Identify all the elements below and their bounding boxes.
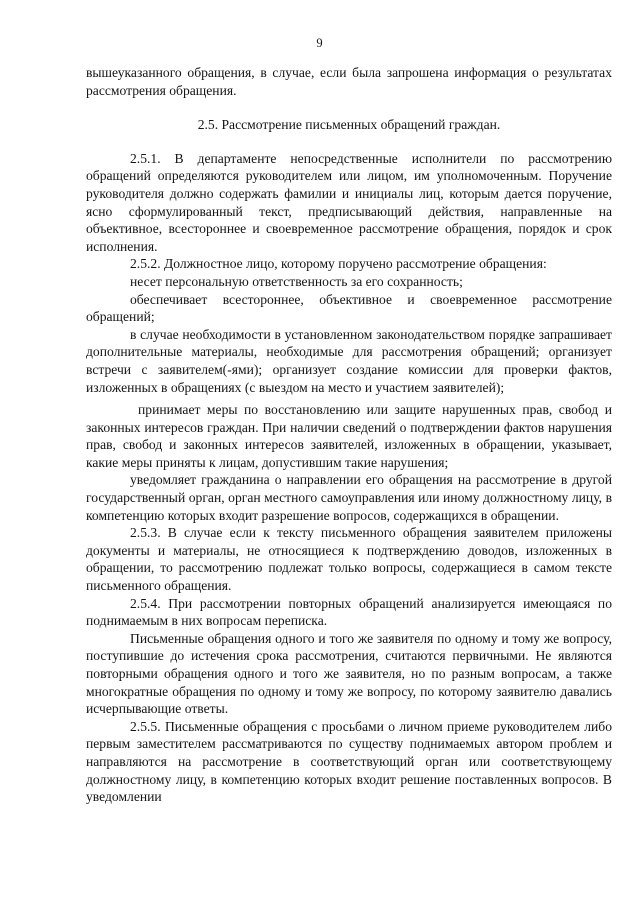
paragraph: обеспечивает всестороннее, объективное и своевременное рассмотрение обращений; xyxy=(86,291,612,325)
paragraph: принимает меры по восстановлению или защите нарушенных прав, свобод и законных интересов граждан. При наличии сведений о подтверждении фактов нарушения прав, свобод и законных интересов заявителей, изложенных в обращении, указывает, какие меры приняты к лицам, допустившим такие нарушения; xyxy=(86,402,612,470)
document-body xyxy=(86,64,612,806)
section-heading: 2.5. Рассмотрение письменных обращений граждан. xyxy=(197,117,501,133)
paragraph: уведомляет гражданина о направлении его обращения на рассмотрение в другой государственный орган, орган местного самоуправления или иному должностному лицу, в компетенцию которых входит разрешение вопросов, содержащихся в обращении. xyxy=(86,472,612,523)
paragraph: 2.5.1. В департаменте непосредственные исполнители по рассмотрению обращений определяются руководителем или лицом, им уполномоченным. Поручение руководителя должно содержать фамилии и инициалы лиц, которым дается поручение, ясно сформулированный текст, предписывающий действия, направленные на объективное, всестороннее и своевременное рассмотрение обращения, порядок и срок исполнения. xyxy=(86,150,612,254)
paragraph: 2.5.2. Должностное лицо, которому поручено рассмотрение обращения: xyxy=(130,256,547,272)
paragraph: вышеуказанного обращения, в случае, если была запрошена информация о результатах рассмотрения обращения. xyxy=(86,65,612,98)
paragraph: 2.5.3. В случае если к тексту письменного обращения заявителем приложены документы и материалы, не относящиеся к подтверждению доводов, изложенных в обращении, то рассмотрению подлежат только вопросы, содержащиеся в самом тексте письменного обращения. xyxy=(86,525,612,594)
paragraph: 2.5.5. Письменные обращения с просьбами о личном приеме руководителем либо первым заместителем рассматриваются по существу поднимаемых автором проблем и направляются на рассмотрение в соответствующий орган или соответствующему должностному лицу, в компетенцию которых входит решение поставленных вопросов. В уведомлении xyxy=(86,718,612,805)
page-number: 9 xyxy=(316,36,323,50)
paragraph: 2.5.4. При рассмотрении повторных обращений анализируется имеющаяся по поднимаемым в них вопросам переписка. xyxy=(86,595,612,629)
paragraph: в случае необходимости в установленном законодательством порядке запрашивает дополнительные материалы, необходимые для рассмотрения обращений; организует встречи с заявителем(-ями); организует создание комиссии для проверки фактов, изложенных в обращениях (с выездом на место и участием заявителей); xyxy=(86,326,612,395)
paragraph: несет персональную ответственность за его сохранность; xyxy=(130,273,463,289)
paragraph: Письменные обращения одного и того же заявителя по одному и тому же вопросу, поступившие до истечения срока рассмотрения, считаются первичными. Не являются повторными обращения одного и того же заявителя, но по разным вопросам, а также многократные обращения по одному и тому же вопросу, по которому заявителю давались исчерпывающие ответы. xyxy=(86,630,612,717)
